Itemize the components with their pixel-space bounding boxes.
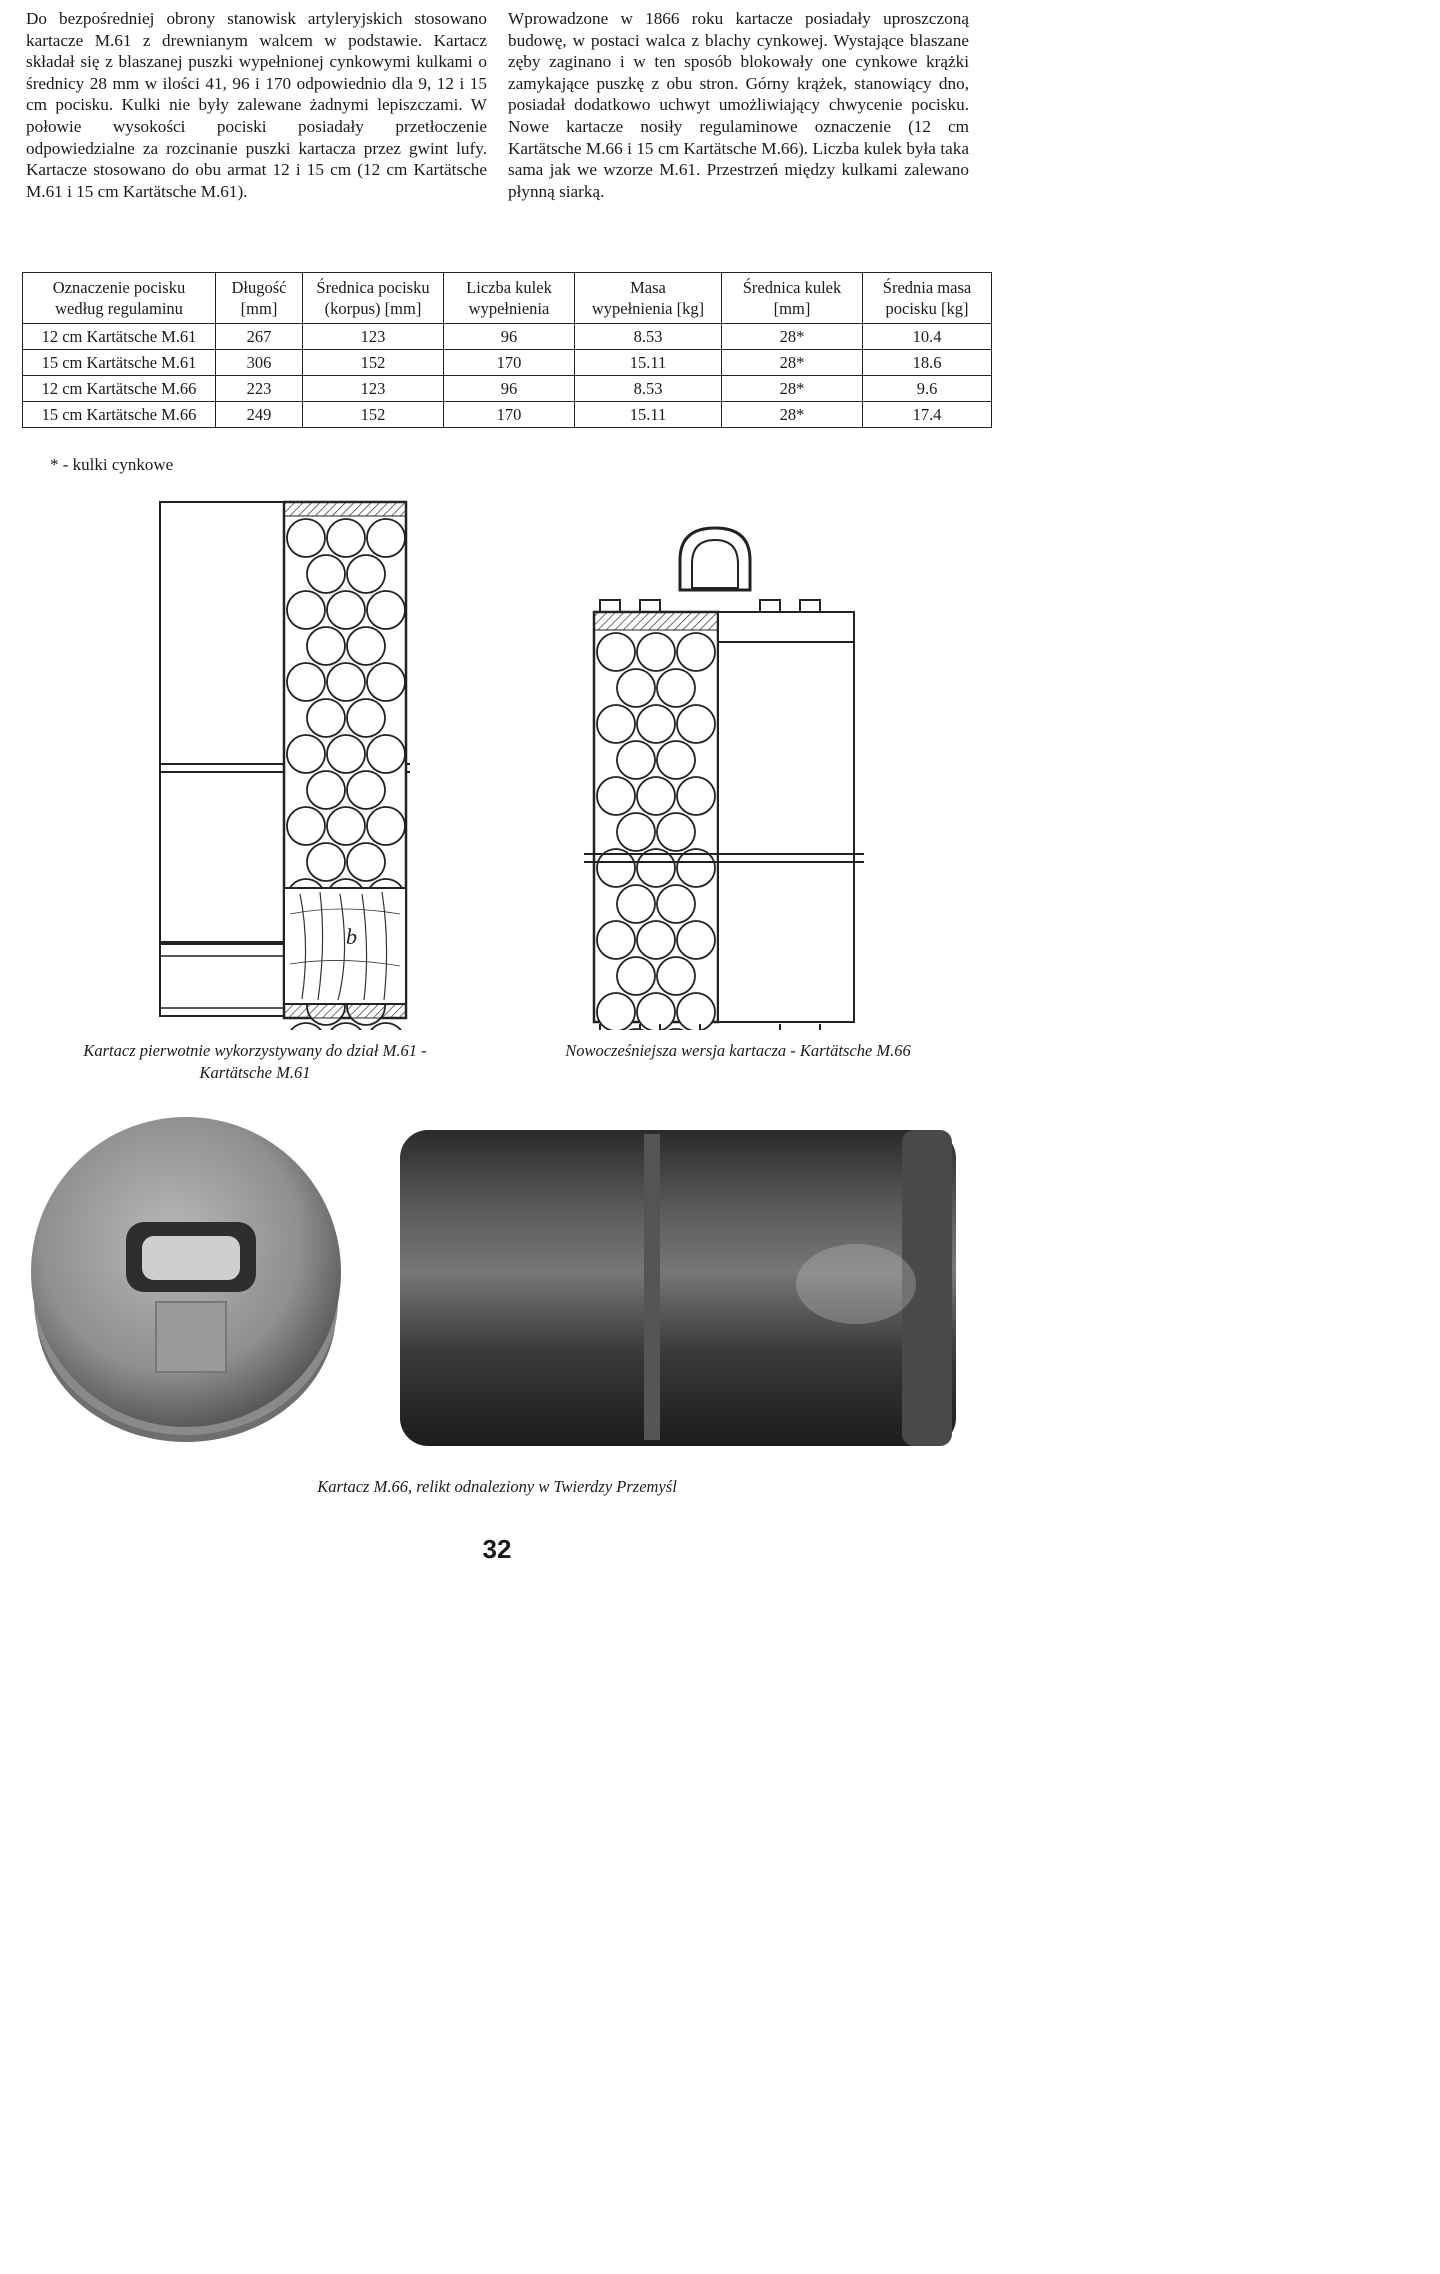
zinc-ball xyxy=(637,705,675,743)
col-header-fill-mass: Masa wypełnienia [kg] xyxy=(575,273,722,324)
caption-m66: Nowocześniejsza wersja kartacza - Kartätsche M.66 xyxy=(565,1041,911,1060)
table-cell: 15 cm Kartätsche M.61 xyxy=(23,350,216,376)
table-cell: 12 cm Kartätsche M.61 xyxy=(23,324,216,350)
zinc-ball xyxy=(637,921,675,959)
zinc-ball xyxy=(367,735,405,773)
m66-canister-drawing xyxy=(580,520,870,1030)
zinc-ball xyxy=(307,771,345,809)
zinc-ball xyxy=(597,705,635,743)
table-cell: 28* xyxy=(722,350,863,376)
table-cell: 223 xyxy=(216,376,303,402)
caption-m61: Kartacz pierwotnie wykorzystywany do dział M.61 - Kartätsche M.61 xyxy=(83,1041,427,1082)
zinc-ball xyxy=(617,813,655,851)
zinc-ball xyxy=(367,519,405,557)
table-cell: 123 xyxy=(303,324,444,350)
zinc-ball xyxy=(677,921,715,959)
table-cell: 249 xyxy=(216,402,303,428)
zinc-ball xyxy=(327,807,365,845)
zinc-ball xyxy=(677,633,715,671)
paragraph-m61: Do bezpośredniej obrony stanowisk artyleryjskich stosowano kartacze M.61 z drewnianym walcem w podstawie. Kartacz składał się z blaszanej puszki wypełnionej cynkowymi kulkami o średnicy 28 mm w ilości 41, 96 i 170 odpowiednio dla 9, 12 i 15 cm pocisku. Kulki nie były zalewane żadnymi lepiszczami. W połowie wysokości pociski posiadały przetłoczenie odpowiedzialne za rozcinanie puszki kartacza przez gwint lufy. Kartacze stosowano do obu armat 12 i 15 cm (12 cm Kartätsche M.61 i 15 cm Kartätsche M.61). xyxy=(26,9,487,201)
table-cell: 28* xyxy=(722,376,863,402)
zinc-ball xyxy=(287,519,325,557)
table-cell: 15.11 xyxy=(575,350,722,376)
table-row xyxy=(23,402,992,428)
page-number: 32 xyxy=(482,1534,512,1564)
zinc-ball xyxy=(327,663,365,701)
zinc-ball xyxy=(347,699,385,737)
zinc-ball xyxy=(617,957,655,995)
table-cell: 170 xyxy=(444,350,575,376)
col-header-designation: Oznaczenie pocisku według regulaminu xyxy=(23,273,216,324)
table-cell: 306 xyxy=(216,350,303,376)
zinc-ball xyxy=(287,735,325,773)
table-cell: 10.4 xyxy=(863,324,992,350)
table-cell: 9.6 xyxy=(863,376,992,402)
zinc-ball xyxy=(617,885,655,923)
zinc-ball xyxy=(347,555,385,593)
zinc-ball xyxy=(307,555,345,593)
table-cell: 28* xyxy=(722,324,863,350)
table-cell: 152 xyxy=(303,402,444,428)
zinc-ball xyxy=(677,777,715,815)
zinc-ball xyxy=(637,633,675,671)
zinc-ball xyxy=(617,741,655,779)
table-cell: 170 xyxy=(444,402,575,428)
table-cell: 8.53 xyxy=(575,324,722,350)
zinc-ball xyxy=(327,519,365,557)
m66-side-photo xyxy=(396,1124,972,1450)
zinc-ball xyxy=(597,777,635,815)
zinc-ball xyxy=(617,669,655,707)
table-header-row xyxy=(23,273,992,324)
zinc-ball xyxy=(307,627,345,665)
table-cell: 96 xyxy=(444,324,575,350)
table-cell: 12 cm Kartätsche M.66 xyxy=(23,376,216,402)
table-cell: 15.11 xyxy=(575,402,722,428)
zinc-ball xyxy=(287,807,325,845)
zinc-ball xyxy=(367,591,405,629)
caption-photo: Kartacz M.66, relikt odnaleziony w Twierdzy Przemyśl xyxy=(317,1477,677,1496)
table-cell: 18.6 xyxy=(863,350,992,376)
m66-top-photo xyxy=(26,1112,346,1452)
zinc-ball xyxy=(677,705,715,743)
col-header-avg-mass: Średnia masa pocisku [kg] xyxy=(863,273,992,324)
m61-canister-drawing xyxy=(150,494,420,1030)
canister-spec-table xyxy=(22,272,992,428)
table-cell: 17.4 xyxy=(863,402,992,428)
zinc-ball xyxy=(597,633,635,671)
zinc-ball xyxy=(287,663,325,701)
table-row xyxy=(23,350,992,376)
col-header-diameter: Średnica pocisku (korpus) [mm] xyxy=(303,273,444,324)
col-header-length: Długość [mm] xyxy=(216,273,303,324)
zinc-ball xyxy=(657,957,695,995)
table-footnote: * - kulki cynkowe xyxy=(50,455,174,474)
table-cell: 8.53 xyxy=(575,376,722,402)
zinc-ball xyxy=(307,843,345,881)
zinc-ball xyxy=(347,771,385,809)
zinc-ball xyxy=(367,807,405,845)
col-header-ball-count: Liczba kulek wypełnienia xyxy=(444,273,575,324)
wood-label-b: b xyxy=(346,924,357,949)
table-row xyxy=(23,324,992,350)
table-cell: 96 xyxy=(444,376,575,402)
zinc-ball xyxy=(657,669,695,707)
zinc-ball xyxy=(657,813,695,851)
zinc-ball xyxy=(367,663,405,701)
table-cell: 15 cm Kartätsche M.66 xyxy=(23,402,216,428)
zinc-ball xyxy=(327,591,365,629)
zinc-ball xyxy=(657,885,695,923)
table-row xyxy=(23,376,992,402)
zinc-ball xyxy=(327,735,365,773)
table-cell: 267 xyxy=(216,324,303,350)
col-header-ball-diameter: Średnica kulek [mm] xyxy=(722,273,863,324)
table-cell: 123 xyxy=(303,376,444,402)
zinc-ball xyxy=(637,777,675,815)
table-cell: 28* xyxy=(722,402,863,428)
zinc-ball xyxy=(637,993,675,1030)
paragraph-m66: Wprowadzone w 1866 roku kartacze posiadały uproszczoną budowę, w postaci walca z blachy cynkowej. Wystające blaszane zęby zaginano i w ten sposób blokowały one cynkowe krążki zamykające puszkę z obu stron. Górny krążek, stanowiący dno, posiadał dodatkowo uchwyt umożliwiający chwycenie pocisku. Nowe kartacze nosiły regulaminowe oznaczenie (12 cm Kartätsche M.66 i 15 cm Kartätsche M.66). Liczba kulek była taka sama jak we wzorze M.61. Przestrzeń między kulkami zalewano płynną siarką. xyxy=(508,9,969,201)
zinc-ball xyxy=(597,993,635,1030)
table-cell: 152 xyxy=(303,350,444,376)
zinc-ball xyxy=(347,627,385,665)
zinc-ball xyxy=(677,993,715,1030)
zinc-ball xyxy=(597,921,635,959)
zinc-ball xyxy=(287,591,325,629)
zinc-ball xyxy=(307,699,345,737)
zinc-ball xyxy=(657,741,695,779)
zinc-ball xyxy=(347,843,385,881)
